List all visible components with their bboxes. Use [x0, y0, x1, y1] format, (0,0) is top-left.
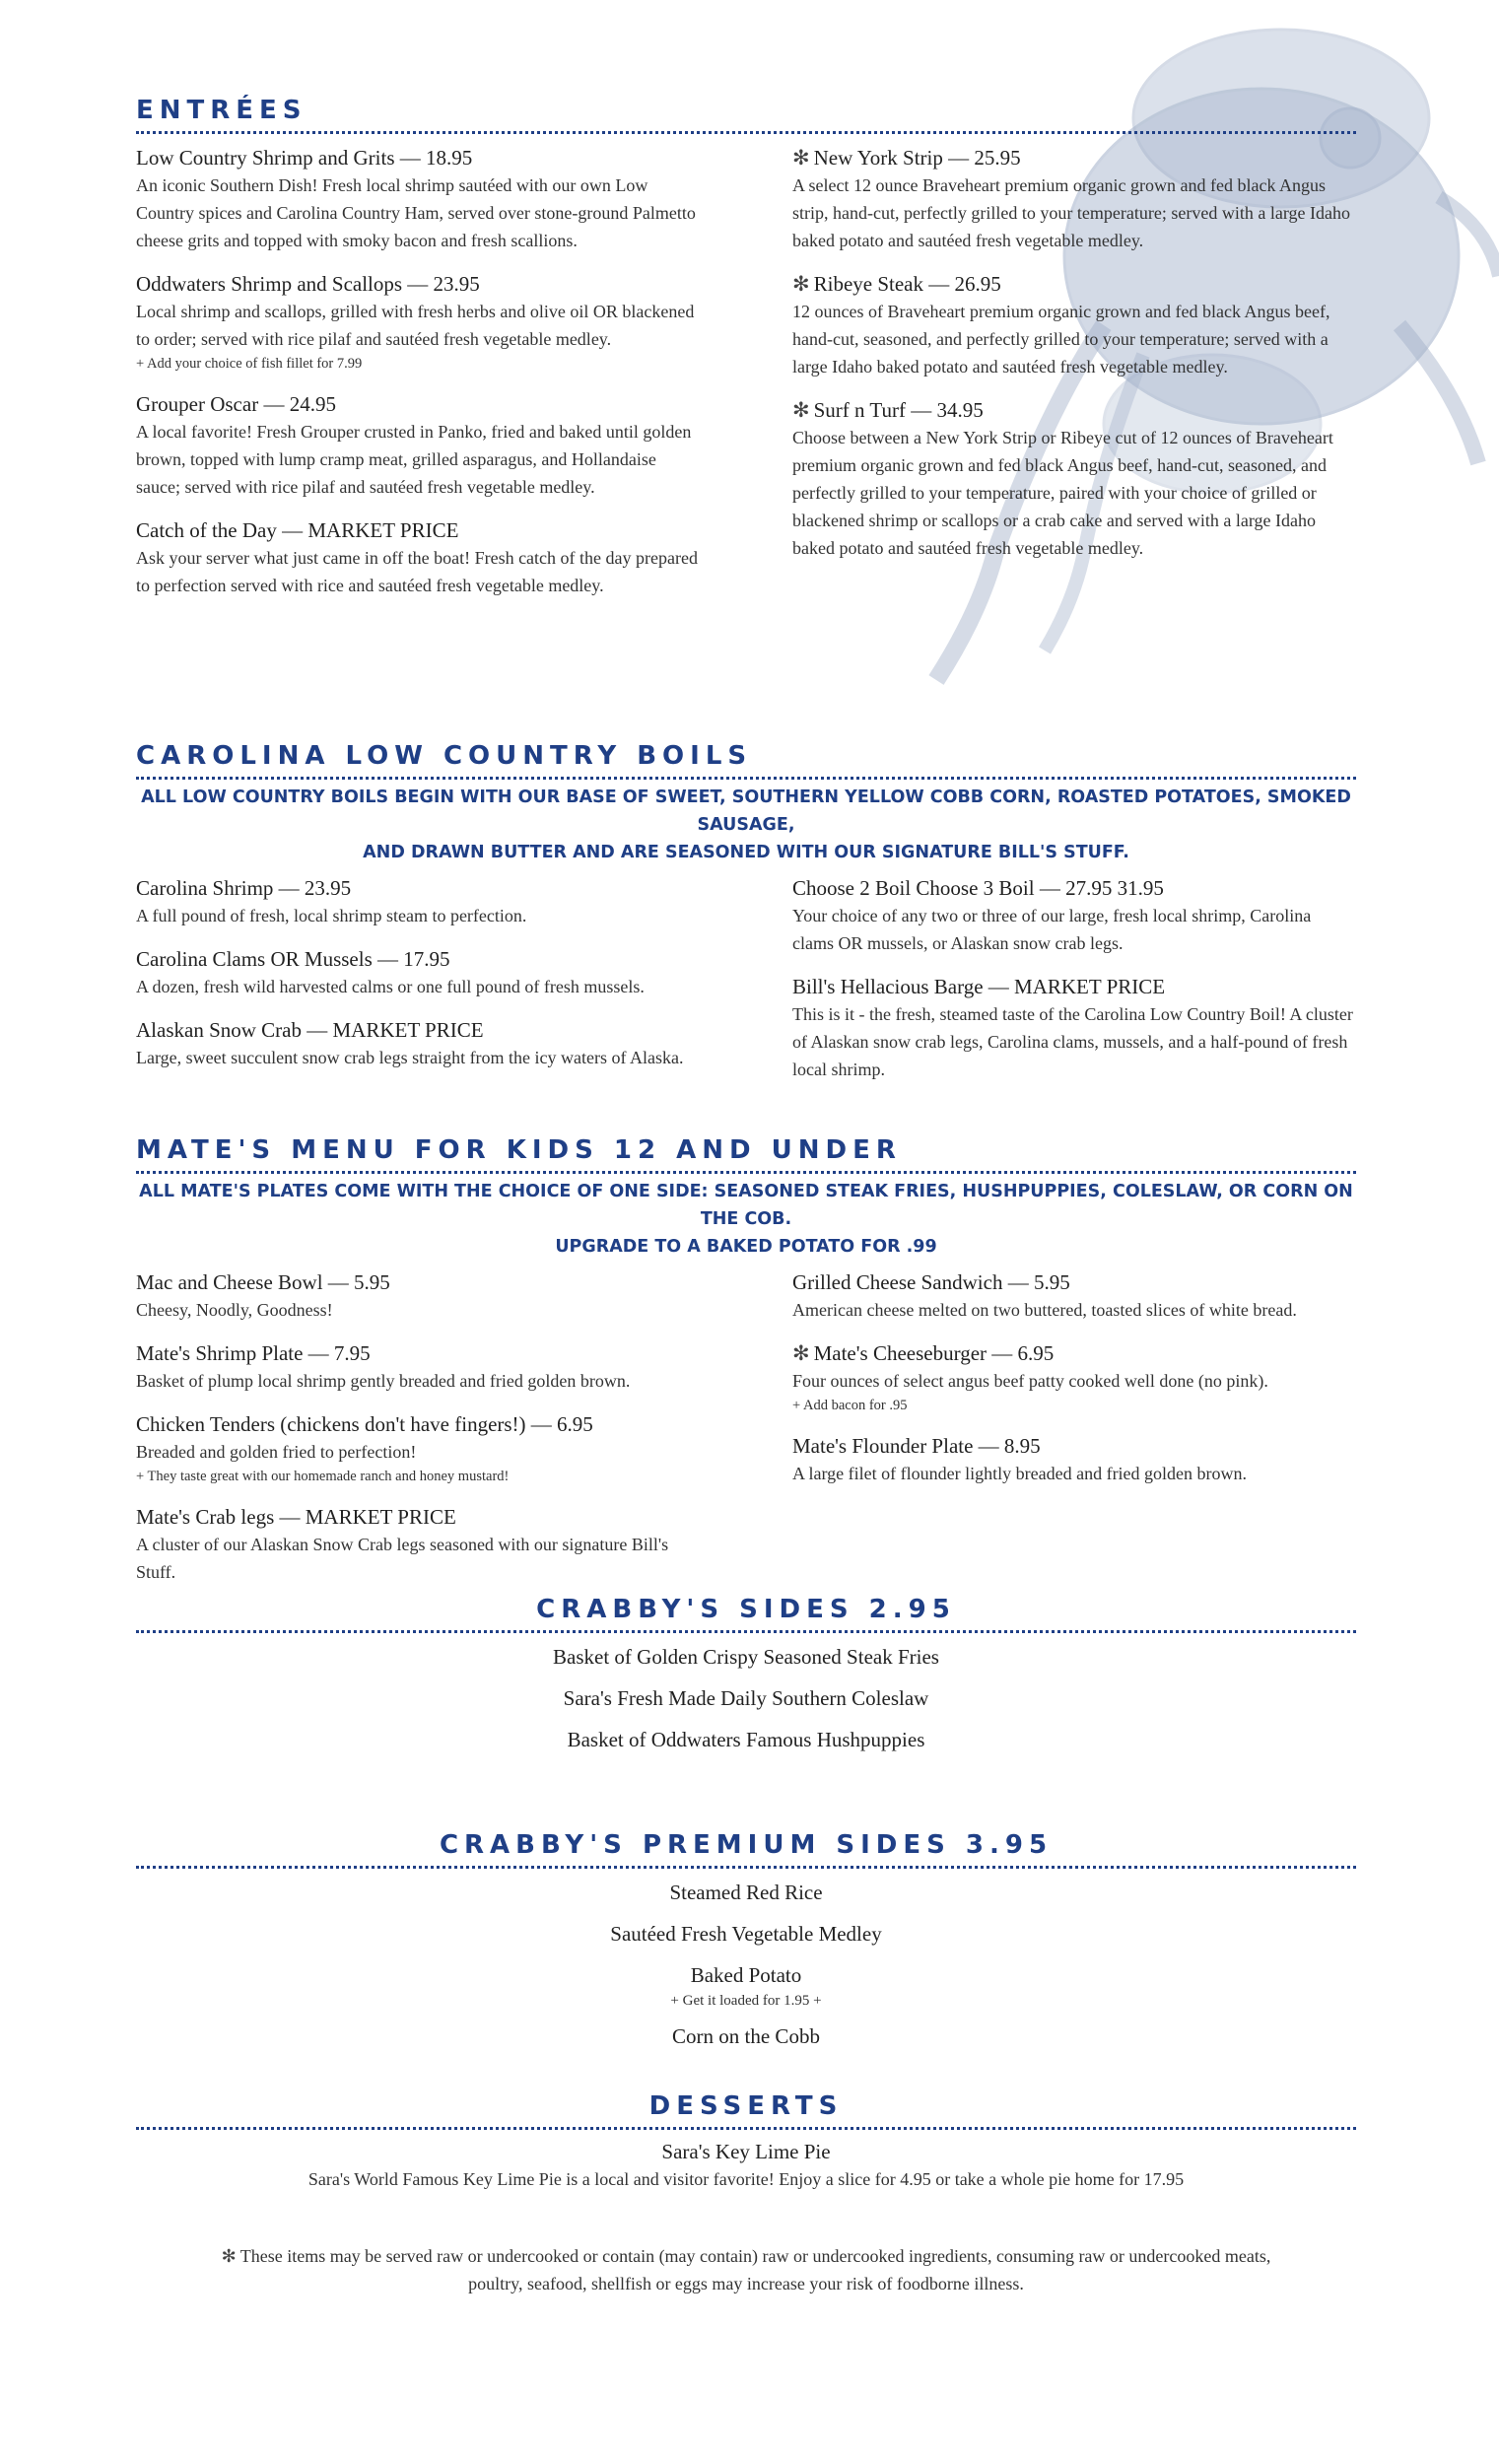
menu-item — [792, 1432, 1356, 1487]
menu-item — [136, 144, 700, 254]
boils-note — [136, 784, 1356, 866]
menu-item — [792, 874, 1356, 957]
side-item: Basket of Oddwaters Famous Hushpuppies — [567, 1728, 925, 1751]
menu-item — [136, 945, 700, 1000]
item-description: A select 12 ounce Braveheart premium organic grown and fed black Angus strip, hand-cut, perfectly grilled to your temperature; served with a large Idaho baked potato and sautéed fresh vegetable medley. — [792, 175, 1350, 250]
sides-section — [136, 1593, 1356, 1767]
item-description: 12 ounces of Braveheart premium organic grown and fed black Angus beef, hand-cut, seasoned, and perfectly grilled to your temperature; served with a large Idaho baked potato and sautéed fresh vegetable medley. — [792, 302, 1330, 376]
boils-section — [136, 739, 1356, 1099]
item-name: Grilled Cheese Sandwich — 5.95 — [792, 1270, 1070, 1294]
kids-title: MATE'S MENU FOR KIDS 12 AND UNDER — [136, 1135, 902, 1165]
disclaimer-line-1: These items may be served raw or undercooked or contain (may contain) raw or undercooked ingredients, consuming raw or undercooked meats, — [239, 2246, 1271, 2266]
item-name: Mate's Shrimp Plate — 7.95 — [136, 1341, 371, 1365]
item-addon: + Add bacon for .95 — [792, 1398, 908, 1413]
raw-warning-icon: ✻ — [792, 146, 810, 170]
divider — [136, 1171, 1356, 1174]
boils-note-line-1: ALL LOW COUNTRY BOILS BEGIN WITH OUR BASE OF SWEET, SOUTHERN YELLOW COBB CORN, ROASTED POTATOES, SMOKED SAUSAGE, — [141, 787, 1351, 835]
item-description: A dozen, fresh wild harvested calms or one full pound of fresh mussels. — [136, 977, 645, 996]
item-addon: + They taste great with our homemade ranch and honey mustard! — [136, 1469, 510, 1484]
premium-sides-title: CRABBY'S PREMIUM SIDES 3.95 — [439, 1830, 1054, 1860]
raw-warning-icon: ✻ — [221, 2246, 237, 2266]
item-name: Alaskan Snow Crab — MARKET PRICE — [136, 1018, 484, 1042]
side-item: Corn on the Cobb — [672, 2024, 820, 2048]
divider — [136, 131, 1356, 134]
entrees-left-column — [136, 144, 700, 615]
item-description: A full pound of fresh, local shrimp steam to perfection. — [136, 906, 527, 925]
item-description: An iconic Southern Dish! Fresh local shrimp sautéed with our own Low Country spices and Carolina Country Ham, served over stone-ground Palmetto cheese grits and topped with smoky bacon and fresh scallions. — [136, 175, 696, 250]
item-name: Carolina Clams OR Mussels — 17.95 — [136, 947, 450, 971]
item-description: American cheese melted on two buttered, toasted slices of white bread. — [792, 1300, 1297, 1320]
item-description: Your choice of any two or three of our large, fresh local shrimp, Carolina clams OR mussels, or Alaskan snow crab legs. — [792, 906, 1312, 953]
sides-title: CRABBY'S SIDES 2.95 — [536, 1595, 956, 1624]
menu-item — [136, 516, 700, 599]
desserts-title: DESSERTS — [648, 2091, 844, 2121]
item-description: A large filet of flounder lightly breaded and fried golden brown. — [792, 1464, 1248, 1483]
menu-item — [792, 973, 1356, 1083]
item-description: Choose between a New York Strip or Ribeye cut of 12 ounces of Braveheart premium organic grown and fed black Angus beef, hand-cut, seasoned, and perfectly grilled to your temperature, paired with your choice of grilled or blackened shrimp or scallops or a crab cake and served with a large Idaho baked potato and sautéed fresh vegetable medley. — [792, 428, 1333, 558]
menu-item — [792, 1268, 1356, 1324]
side-item: Basket of Golden Crispy Seasoned Steak Fries — [553, 1645, 939, 1669]
menu-item — [136, 1016, 700, 1071]
item-name: Catch of the Day — MARKET PRICE — [136, 518, 459, 542]
item-description: A cluster of our Alaskan Snow Crab legs seasoned with our signature Bill's Stuff. — [136, 1535, 669, 1582]
item-name: Ribeye Steak — 26.95 — [813, 272, 1001, 296]
item-description: This is it - the fresh, steamed taste of the Carolina Low Country Boil! A cluster of Alaskan snow crab legs, Carolina clams, mussels, and a half-pound of fresh local shrimp. — [792, 1004, 1353, 1079]
menu-item — [136, 874, 700, 929]
side-addon: + Get it loaded for 1.95 + — [670, 1993, 822, 2009]
item-description: Breaded and golden fried to perfection! — [136, 1442, 417, 1462]
item-name: Mate's Cheeseburger — 6.95 — [813, 1341, 1055, 1365]
item-name: Low Country Shrimp and Grits — 18.95 — [136, 146, 473, 170]
item-name: Mate's Crab legs — MARKET PRICE — [136, 1505, 456, 1529]
item-name: Grouper Oscar — 24.95 — [136, 392, 336, 416]
side-item: Sautéed Fresh Vegetable Medley — [610, 1922, 882, 1946]
side-item: Baked Potato — [690, 1963, 802, 1987]
raw-warning-icon: ✻ — [792, 398, 810, 422]
item-description: A local favorite! Fresh Grouper crusted in Panko, fried and baked until golden brown, topped with lump cramp meat, grilled asparagus, and Hollandaise sauce; served with rice pilaf and sautéed fresh vegetable medley. — [136, 422, 692, 497]
menu-item — [136, 270, 700, 375]
divider — [136, 1866, 1356, 1869]
menu-item — [136, 390, 700, 501]
kids-left-column — [136, 1268, 700, 1602]
side-item: Sara's Fresh Made Daily Southern Coleslaw — [563, 1686, 929, 1710]
divider — [136, 777, 1356, 780]
boils-note-line-2: AND DRAWN BUTTER AND ARE SEASONED WITH OUR SIGNATURE BILL'S STUFF. — [363, 843, 1129, 862]
allergy-disclaimer — [136, 2242, 1356, 2297]
side-item: Steamed Red Rice — [669, 1881, 823, 1904]
disclaimer-line-2: poultry, seafood, shellfish or eggs may increase your risk of foodborne illness. — [468, 2274, 1024, 2293]
item-addon: + Add your choice of fish fillet for 7.99 — [136, 356, 363, 372]
dessert-name: Sara's Key Lime Pie — [661, 2140, 831, 2163]
menu-item — [136, 1410, 700, 1487]
item-name: Mac and Cheese Bowl — 5.95 — [136, 1270, 390, 1294]
item-name: Oddwaters Shrimp and Scallops — 23.95 — [136, 272, 480, 296]
boils-left-column — [136, 874, 700, 1099]
menu-item — [136, 1503, 700, 1586]
item-description: Cheesy, Noodly, Goodness! — [136, 1300, 333, 1320]
item-name: Choose 2 Boil Choose 3 Boil — 27.95 31.95 — [792, 876, 1164, 900]
entrees-title: ENTRÉES — [136, 96, 307, 125]
item-name: Carolina Shrimp — 23.95 — [136, 876, 352, 900]
boils-title: CAROLINA LOW COUNTRY BOILS — [136, 741, 753, 771]
item-description: Local shrimp and scallops, grilled with fresh herbs and olive oil OR blackened to order; served with rice pilaf and sautéed fresh vegetable medley. — [136, 302, 695, 349]
entrees-section — [136, 94, 1356, 615]
item-description: Four ounces of select angus beef patty cooked well done (no pink). — [792, 1371, 1268, 1391]
item-name: New York Strip — 25.95 — [813, 146, 1021, 170]
item-name: Chicken Tenders (chickens don't have fingers!) — 6.95 — [136, 1412, 593, 1436]
divider — [136, 1630, 1356, 1633]
item-name: Surf n Turf — 34.95 — [813, 398, 984, 422]
raw-warning-icon: ✻ — [792, 272, 810, 296]
dessert-description: Sara's World Famous Key Lime Pie is a local and visitor favorite! Enjoy a slice for 4.95 or take a whole pie home for 17.95 — [307, 2169, 1185, 2189]
boils-right-column — [792, 874, 1356, 1099]
kids-note-line-2: UPGRADE TO A BAKED POTATO FOR .99 — [555, 1237, 937, 1257]
item-name: Mate's Flounder Plate — 8.95 — [792, 1434, 1041, 1458]
premium-sides-section — [136, 1828, 1356, 2064]
entrees-right-column — [792, 144, 1356, 615]
item-description: Ask your server what just came in off the boat! Fresh catch of the day prepared to perfection served with rice and sautéed fresh vegetable medley. — [136, 548, 698, 595]
menu-item — [792, 270, 1356, 380]
menu-item — [792, 1339, 1356, 1416]
menu-item — [136, 1268, 700, 1324]
kids-note-line-1: ALL MATE'S PLATES COME WITH THE CHOICE OF ONE SIDE: SEASONED STEAK FRIES, HUSHPUPPIES, COLESLAW, OR CORN ON THE COB. — [139, 1182, 1353, 1229]
item-name: Bill's Hellacious Barge — MARKET PRICE — [792, 975, 1166, 998]
menu-item — [792, 144, 1356, 254]
raw-warning-icon: ✻ — [792, 1341, 810, 1365]
kids-section — [136, 1133, 1356, 1602]
menu-item — [792, 396, 1356, 562]
item-description: Large, sweet succulent snow crab legs straight from the icy waters of Alaska. — [136, 1048, 684, 1067]
divider — [136, 2127, 1356, 2130]
menu-item — [136, 1339, 700, 1395]
kids-right-column — [792, 1268, 1356, 1602]
desserts-section — [136, 2089, 1356, 2193]
item-description: Basket of plump local shrimp gently breaded and fried golden brown. — [136, 1371, 631, 1391]
kids-note — [136, 1178, 1356, 1261]
